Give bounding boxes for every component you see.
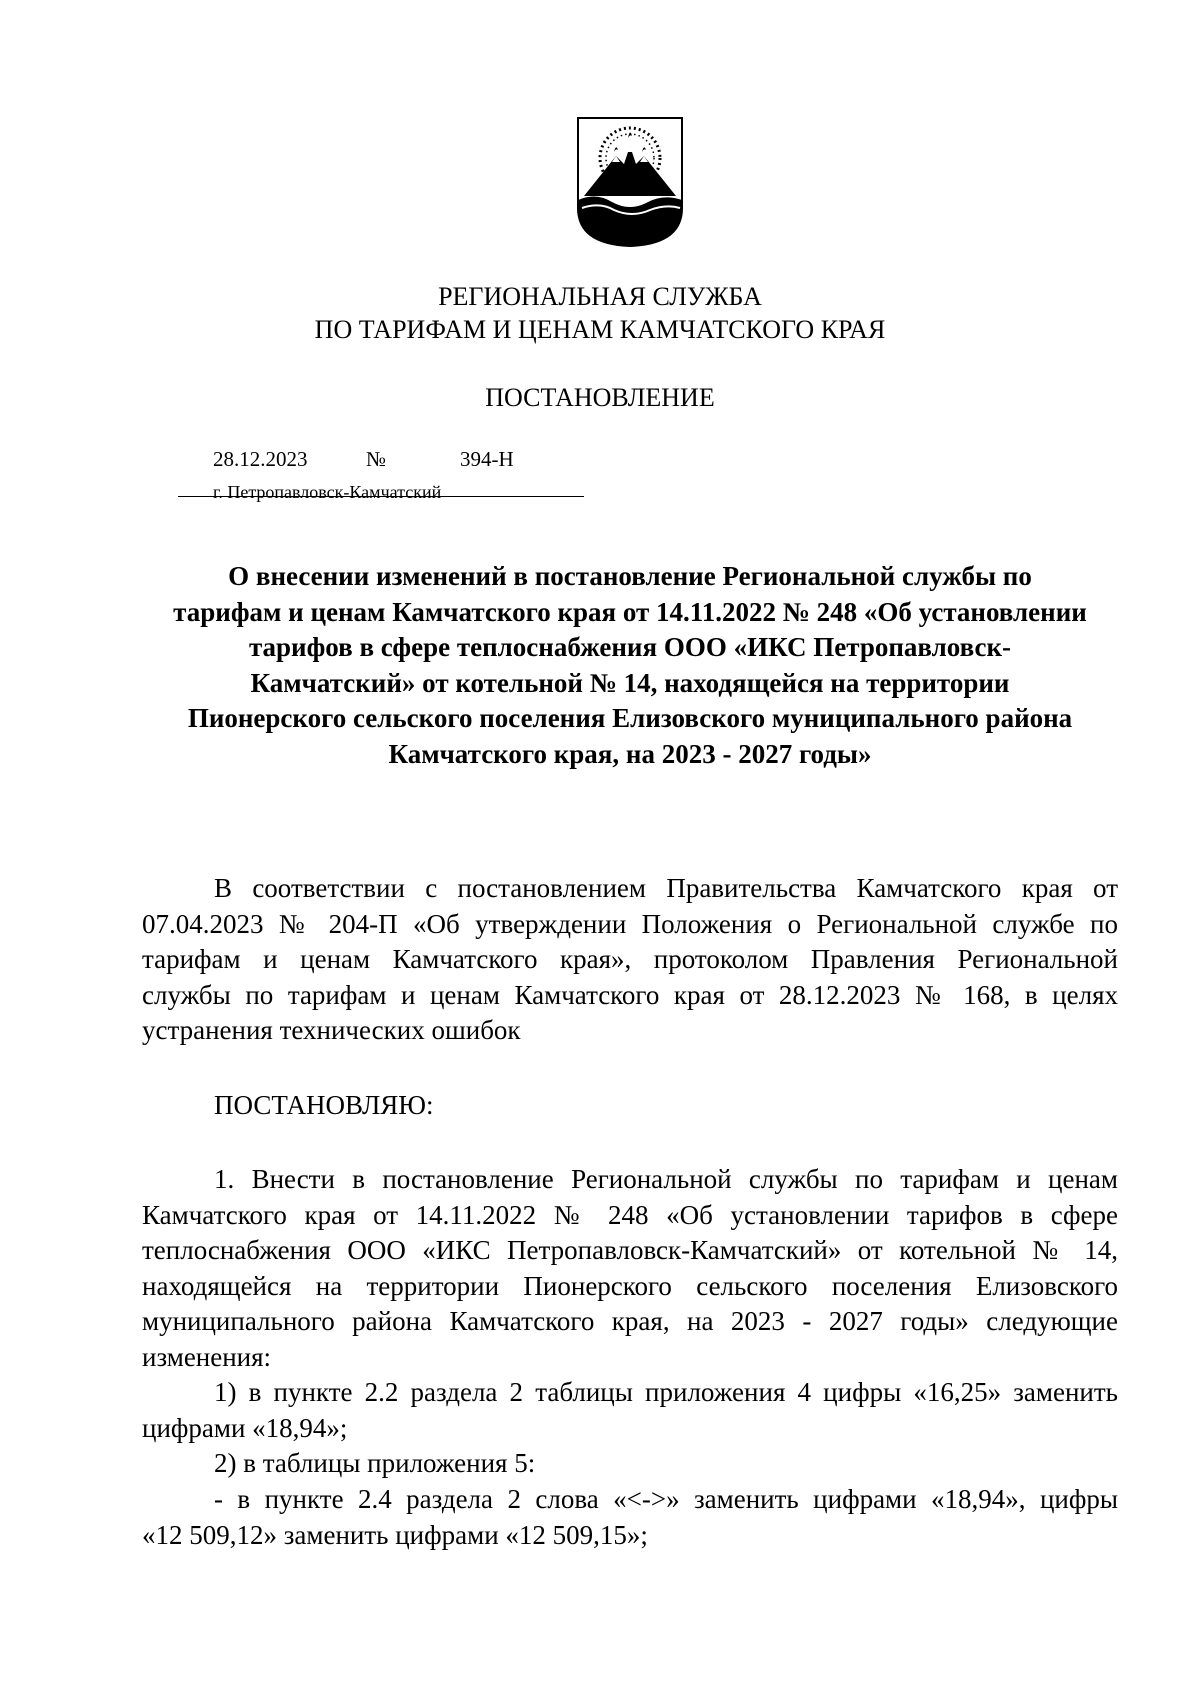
item-1-line: теплоснабжения ООО «ИКС Петропавловск-Камчатский» от котельной № 14, — [142, 1235, 1118, 1265]
preamble-line: В соответствии с постановлением Правительства Камчатского края от — [214, 873, 1118, 903]
title-line: Камчатский» от котельной № 14, находящейся на территории — [250, 667, 1010, 698]
preamble-line: службы по тарифам и ценам Камчатского края от 28.12.2023 № 168, в целях — [142, 979, 1118, 1010]
subitem-1-paragraph — [142, 1375, 1118, 1446]
document-date: 28.12.2023 — [213, 447, 308, 471]
subitem-2a-paragraph — [142, 1482, 1118, 1553]
subitem-1-line: цифрами «18,94»; — [142, 1412, 348, 1443]
coat-of-arms-emblem — [576, 116, 684, 248]
subitem-1-line: 1) в пункте 2.2 раздела 2 таблицы приложения 4 цифры «16,25» заменить — [214, 1377, 1118, 1407]
title-line: тарифов в сфере теплоснабжения ООО «ИКС Петропавловск- — [248, 632, 1012, 662]
subitem-2-paragraph — [142, 1446, 1118, 1482]
document-type: ПОСТАНОВЛЕНИЕ — [485, 383, 715, 412]
preamble-line: тарифам и ценам Камчатского края», протоколом Правления Региональной — [142, 944, 1118, 974]
preamble-line: 07.04.2023 № 204-П «Об утверждении Положения о Региональной службе по — [142, 908, 1118, 939]
preamble-paragraph — [142, 871, 1118, 1049]
item-1-line: находящейся на территории Пионерского сельского поселения Елизовского — [142, 1270, 1118, 1301]
subitem-2-line: 2) в таблицы приложения 5: — [214, 1448, 536, 1478]
title-line: тарифам и ценам Камчатского края от 14.11.2022 № 248 «Об установлении — [173, 596, 1087, 627]
document-title — [142, 559, 1118, 772]
subitem-2a-line: «12 509,12» заменить цифрами «12 509,15»; — [142, 1519, 648, 1550]
resolve-label: ПОСТАНОВЛЯЮ: — [214, 1090, 434, 1120]
title-line: Камчатского края, на 2023 - 2027 годы» — [388, 738, 872, 769]
item-1-line: 1. Внести в постановление Региональной службы по тарифам и ценам — [214, 1164, 1118, 1194]
item-1-line: изменения: — [142, 1341, 272, 1372]
number-sign: № — [366, 447, 387, 471]
resolve-paragraph — [142, 1088, 1118, 1124]
item-1-paragraph — [142, 1162, 1118, 1375]
title-line: Пионерского сельского поселения Елизовского муниципального района — [187, 703, 1073, 733]
document-city: г. Петропавловск-Камчатский — [213, 482, 442, 502]
item-1-line: Камчатского края от 14.11.2022 № 248 «Об установлении тарифов в сфере — [142, 1199, 1118, 1230]
item-1-line: муниципального района Камчатского края, на 2023 - 2027 годы» следующие — [142, 1306, 1118, 1336]
title-line: О внесении изменений в постановление Региональной службы по — [228, 561, 1032, 591]
document-number: 394-Н — [460, 447, 514, 471]
agency-name-line-1: РЕГИОНАЛЬНАЯ СЛУЖБА — [438, 282, 762, 311]
agency-name-line-2: ПО ТАРИФАМ И ЦЕНАМ КАМЧАТСКОГО КРАЯ — [314, 315, 886, 344]
subitem-2a-line: - в пункте 2.4 раздела 2 слова «<->» заменить цифрами «18,94», цифры — [214, 1484, 1118, 1514]
preamble-line: устранения технических ошибок — [142, 1015, 521, 1045]
